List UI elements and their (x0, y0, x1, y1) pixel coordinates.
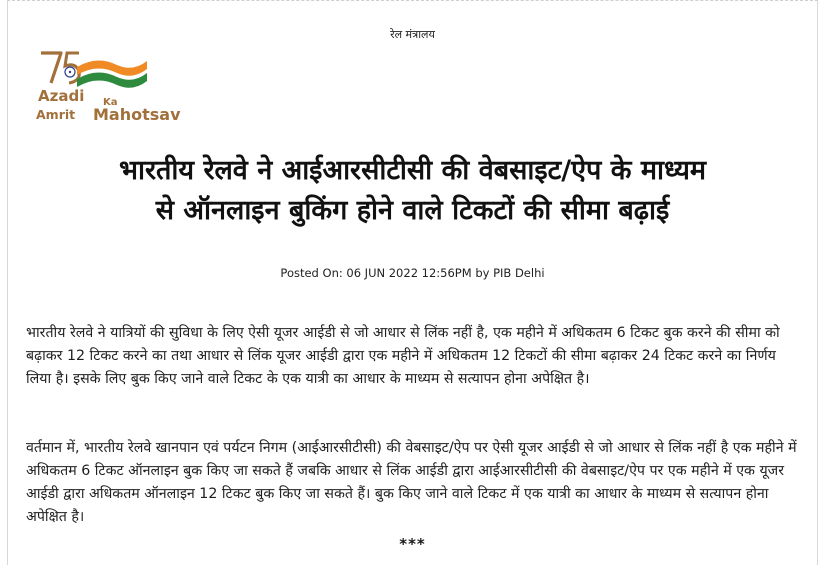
end-mark: *** (399, 535, 426, 553)
logo-text-azadi: Azadi (38, 87, 85, 105)
press-release-title (8, 151, 817, 231)
logo-text-mahotsav: Mahotsav (93, 105, 181, 124)
body-paragraph-2: वर्तमान में, भारतीय रेलवे खानपान एवं पर्यटन निगम (आईआरसीटीसी) की वेबसाइट/ऐप पर ऐसी यूजर आईडी से जो आधार से लिंक नहीं है एक महीने में अधिकतम 6 टिकट ऑनलाइन बुक किए जा सकते हैं जबकि आधार से लिंक आईडी द्वारा आईआरसीटीसी की वेबसाइट/ऐप पर एक महीने में एक यूजर आईडी द्वारा अधिकतम ऑनलाइन 12 टिकट बुक किए जा सकते हैं। बुक किए जाने वाले टिकट में एक यात्री का आधार के माध्यम से सत्यापन होना अपेक्षित है। (26, 440, 797, 526)
body-paragraph-1: भारतीय रेलवे ने यात्रियों की सुविधा के लिए ऐसी यूजर आईडी से जो आधार से लिंक नहीं है, एक महीने में अधिकतम 6 टिकट बुक करने की सीमा को बढ़ाकर 12 टिकट करने का तथा आधार से लिंक यूजर आईडी द्वारा एक महीने में अधिकतम 12 टिकटों की सीमा बढ़ाकर 24 टिकट करने का निर्णय लिया है। इसके लिए बुक किए जाने वाले टिकट के एक यात्री का आधार के माध्यम से सत्यापन होना अपेक्षित है। (26, 325, 780, 388)
title-line-2: से ऑनलाइन बुकिंग होने वाले टिकटों की सीमा बढ़ाई (155, 195, 670, 226)
logo-text-ka: Ka (103, 97, 118, 108)
press-release-page (7, 0, 818, 565)
ministry-name: रेल मंत्रालय (390, 28, 435, 41)
posted-on-line: Posted On: 06 JUN 2022 12:56PM by PIB Delhi (280, 266, 545, 280)
logo-text-amrit: Amrit (36, 107, 76, 122)
title-line-1: भारतीय रेलवे ने आईआरसीटीसी की वेबसाइट/ऐप के माध्यम (118, 155, 706, 186)
azadi-ka-amrit-mahotsav-logo (35, 47, 185, 137)
